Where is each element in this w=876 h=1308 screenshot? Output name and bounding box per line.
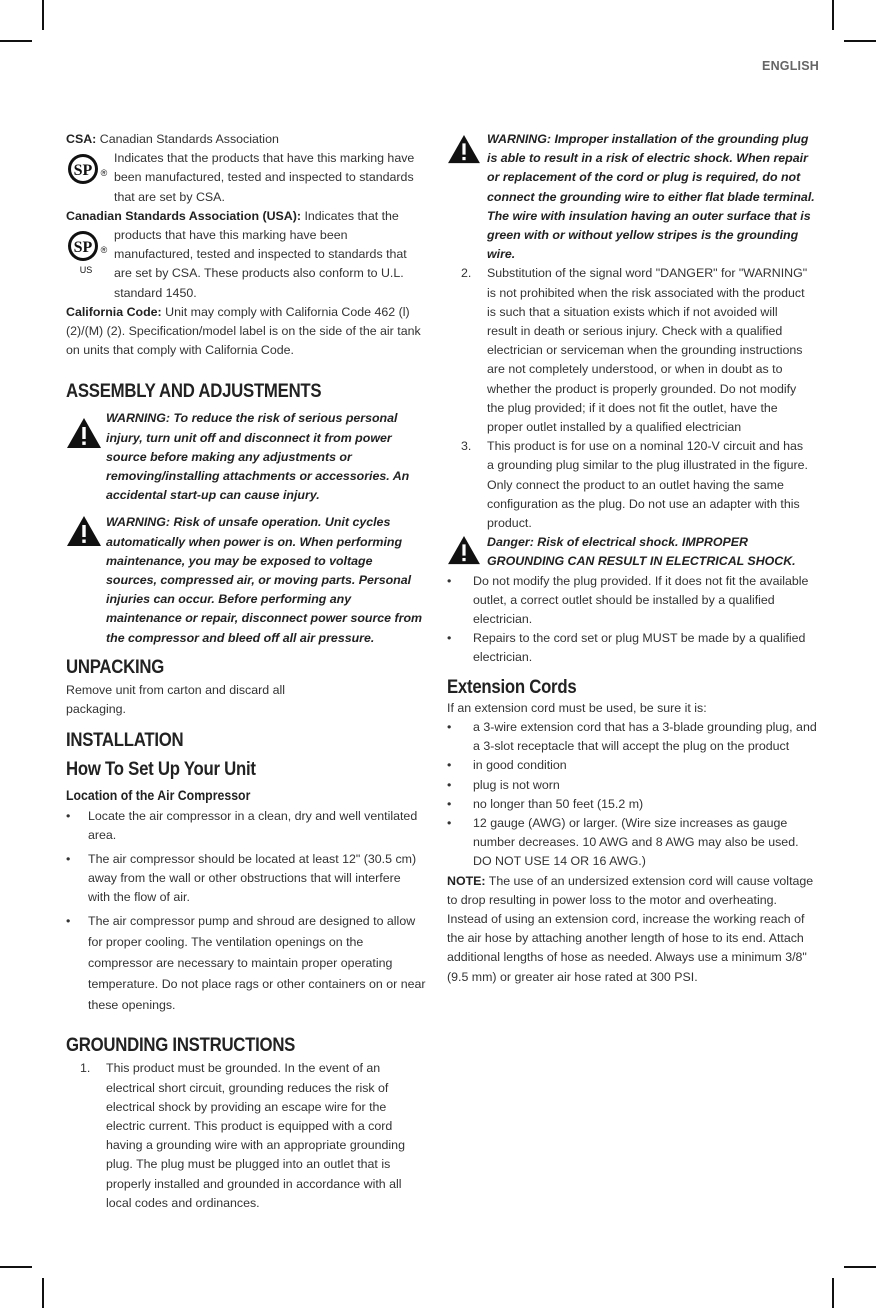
danger-warning: Danger: Risk of electrical shock. IMPROPER GROUNDING CAN RESULT IN ELECTRICAL SHOCK.: [447, 533, 819, 571]
crop-mark: [42, 1278, 44, 1308]
csa-logo-row: [66, 149, 426, 207]
grounding-item-1: 1. This product must be grounded. In the event of an electrical short circuit, grounding reduces the risk of electrical shock by providing an escape wire for the electric current. This product is equipped with a cord having a grounding wire with an appropriate grounding plug. The plug must be plugged into an outlet that is properly installed and grounded in accordance with all local codes and ordinances.: [80, 1061, 405, 1210]
list-item: • The air compressor pump and shroud are designed to allow for proper cooling. The ventilation openings on the compressor are necessary to maintain proper operating temperature. Do not place rags or other containers on or near these openings.: [66, 914, 426, 1013]
grounding-item-3: 3. This product is for use on a nominal 120-V circuit and has a grounding plug similar to the plug illustrated in the figure. Only connect the product to an outlet having the same configuration as the plug. Do not use an adapter with this product.: [461, 439, 808, 531]
list-item: • no longer than 50 feet (15.2 m): [447, 796, 644, 811]
crop-mark: [42, 0, 44, 30]
grounding-item-2: 2. Substitution of the signal word "DANGER" for "WARNING" is not prohibited when the risk associated with the product is such that a situation exists which if not avoided will result in death or serious injury. Check with a qualified electrician or serviceman when the grounding instructions are not completely understood, or when in doubt as to whether the product is properly grounded. Do not modify the plug provided; if it does not fit the outlet, have the proper outlet installed by a qualified electrician: [461, 266, 808, 435]
unpacking-title: UNPACKING: [66, 655, 164, 678]
extension-bullets: [447, 718, 819, 872]
csa-heading: CSA: Canadian Standards Association: [66, 132, 279, 146]
list-item: • 12 gauge (AWG) or larger. (Wire size increases as gauge number decreases. 10 AWG and 8 AWG may also be used. DO NOT USE 14 OR 16 AWG.): [447, 815, 799, 869]
svg-text:SP: SP: [73, 239, 93, 257]
installation-title: INSTALLATION: [66, 729, 184, 752]
csa-usa-description: products that have this marking have been manufactured, tested and inspected to standards that are set by CSA. These products also conform to U.L. standard 1450.: [114, 228, 407, 300]
warning-triangle-icon: [66, 513, 106, 552]
list-item: • Repairs to the cord set or plug MUST be made by a qualified electrician.: [447, 631, 806, 665]
svg-text:US: US: [79, 265, 93, 276]
list-item: • Locate the air compressor in a clean, dry and well ventilated area.: [66, 809, 418, 843]
setup-subtitle: How To Set Up Your Unit: [66, 758, 256, 781]
assembly-title: ASSEMBLY AND ADJUSTMENTS: [66, 380, 322, 403]
right-column: [447, 130, 819, 987]
crop-mark: [832, 1278, 834, 1308]
list-item: • The air compressor should be located at least 12" (30.5 cm) away from the wall or other obstructions that will interfere with the flow of air.: [66, 851, 417, 905]
crop-mark: [844, 40, 876, 42]
crop-mark: [0, 40, 32, 42]
csa-logo-icon: [66, 149, 114, 196]
assembly-warning-1: WARNING: To reduce the risk of serious personal injury, turn unit off and disconnect it from power source before making any adjustments or removing/installing attachments or accessories. An accidental start-up can cause injury.: [66, 409, 426, 505]
unpacking-text: Remove unit from carton and discard all packaging.: [66, 682, 286, 717]
csa-description: Indicates that the products that have this marking have been manufactured, tested and inspected to standards that are set by CSA.: [114, 151, 415, 204]
csa-usa-heading: Canadian Standards Association (USA): Indicates that the: [66, 208, 399, 223]
california-code: California Code: Unit may comply with California Code 462 (l) (2)/(M) (2). Specification/model label is on the side of the air tank on units that comply with California Code.: [66, 304, 421, 358]
list-item: • a 3-wire extension cord that has a 3-blade grounding plug, and a 3-slot receptacle that will accept the plug on the product: [447, 719, 817, 754]
warning-triangle-icon: [447, 130, 487, 169]
extension-intro: If an extension cord must be used, be sure it is:: [447, 700, 707, 715]
svg-text:®: ®: [100, 245, 108, 256]
extension-title: Extension Cords: [447, 675, 577, 698]
warning-triangle-icon: [66, 409, 106, 454]
list-item: • plug is not worn: [447, 777, 560, 792]
warning-triangle-icon: [447, 533, 487, 570]
list-item: • in good condition: [447, 758, 567, 773]
left-column: [66, 130, 426, 1213]
crop-mark: [832, 0, 834, 30]
danger-bullets: [447, 572, 819, 668]
grounding-warning: WARNING: Improper installation of the grounding plug is able to result in a risk of electric shock. When repair or replacement of the cord or plug is required, do not connect the grounding wire to either flat blade terminal. The wire with insulation having an outer surface that is green with or without yellow stripes is the grounding wire.: [447, 130, 819, 264]
location-bullets: [66, 807, 426, 1016]
grounding-title: GROUNDING INSTRUCTIONS: [66, 1034, 296, 1057]
list-item: • Do not modify the plug provided. If it does not fit the available outlet, a correct outlet should be installed by a qualified electrician.: [447, 573, 809, 627]
csa-us-logo-icon: [66, 226, 114, 281]
extension-note: NOTE: The use of an undersized extension cord will cause voltage to drop resulting in power loss to the motor and overheating. Instead of using an extension cord, increase the working reach of the air hose by attaching another length of hose to its end. Attach additional lengths of hose as needed. Always use a minimum 3/8" (9.5 mm) or greater air hose rated at 300 PSI.: [447, 873, 814, 984]
location-title: Location of the Air Compressor: [66, 787, 251, 804]
csa-usa-logo-row: [66, 226, 426, 303]
svg-text:SP: SP: [73, 162, 93, 180]
crop-mark: [844, 1266, 876, 1268]
svg-text:®: ®: [100, 168, 108, 179]
assembly-warning-2: WARNING: Risk of unsafe operation. Unit cycles automatically when power is on. When performing maintenance, you may be exposed to voltage sources, compressed air, or moving parts. Personal injuries can occur. Before performing any maintenance or repair, disconnect power source from the compressor and bleed off all air pressure.: [66, 513, 426, 647]
language-label: ENGLISH: [762, 59, 819, 73]
crop-mark: [0, 1266, 32, 1268]
